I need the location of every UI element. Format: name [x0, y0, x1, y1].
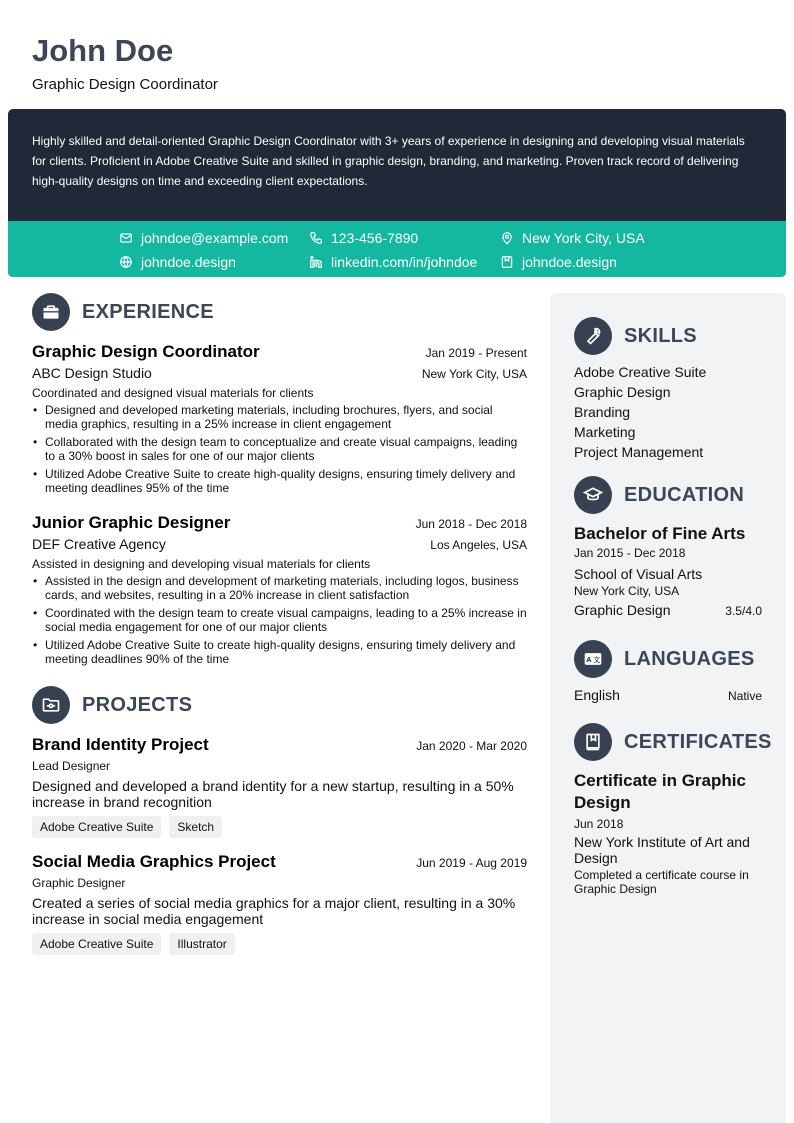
project-role: Lead Designer: [32, 759, 111, 773]
contact-phone[interactable]: [309, 229, 418, 247]
project-tag: Adobe Creative Suite: [32, 933, 161, 955]
skills-list: [574, 362, 762, 462]
skills-heading: [574, 317, 697, 355]
contact-email-text: johndoe@example.com: [141, 230, 289, 246]
education-title: EDUCATION: [624, 483, 745, 506]
summary-text: Highly skilled and detail-oriented Graphic Design Coordinator with 3+ years of experience in designing and developing visual materials for clients. Proficient in Adobe Creative Suite and skilled in graphic design, branding, and marketing. Proven track record of delivering high-quality designs on time and exceeding client expectations.: [32, 134, 745, 188]
project-tags: [32, 933, 527, 955]
section-icon-wrap: [32, 293, 70, 331]
skill-item: Graphic Design: [574, 384, 671, 400]
education-dates: Jan 2015 - Dec 2018: [574, 546, 686, 560]
certificate-name: Certificate in Graphic Design: [574, 771, 746, 812]
projects-title: PROJECTS: [82, 693, 193, 716]
project-name: Brand Identity Project: [32, 735, 209, 754]
portfolio-icon: [500, 255, 514, 269]
skills-title: SKILLS: [624, 324, 697, 347]
contact-website[interactable]: [119, 253, 236, 271]
job-role: Junior Graphic Designer: [32, 513, 231, 532]
job-summary: Assisted in designing and developing visual materials for clients: [32, 557, 371, 571]
job-role: Graphic Design Coordinator: [32, 342, 260, 361]
project-description: Created a series of social media graphics for a major client, resulting in a 30% increase in social media engagement: [32, 895, 516, 927]
section-icon-wrap: [574, 476, 612, 514]
candidate-name: John Doe: [32, 33, 174, 68]
job-location: New York City, USA: [421, 367, 527, 381]
project-entry: [32, 734, 527, 838]
job-bullet: • Assisted in the design and development of marketing materials, including logos, business cards, and websites, resulting in a 20% increase in client satisfaction: [32, 574, 527, 602]
translate-icon: [583, 649, 603, 669]
project-role: Graphic Designer: [32, 876, 126, 890]
language-entry: [574, 686, 762, 704]
graduation-cap-icon: [583, 485, 603, 505]
job-bullet: • Coordinated with the design team to create visual campaigns, leading to a 25% increase in social media engagement for one of our major clients: [32, 606, 527, 634]
education-location: New York City, USA: [574, 584, 680, 598]
job-summary: Coordinated and designed visual materials for clients: [32, 386, 314, 400]
education-school: School of Visual Arts: [574, 566, 703, 582]
folder-icon: [41, 695, 61, 715]
map-pin-icon: [500, 231, 514, 245]
mail-icon: [119, 231, 133, 245]
section-icon-wrap: [32, 686, 70, 724]
contact-email[interactable]: [119, 229, 288, 247]
project-dates: Jun 2019 - Aug 2019: [416, 856, 527, 870]
contact-website-text: johndoe.design: [141, 254, 236, 270]
experience-title: EXPERIENCE: [82, 300, 214, 323]
project-description: Designed and developed a brand identity for a new startup, resulting in a 50% increase in brand recognition: [32, 778, 514, 810]
job-bullet: • Collaborated with the design team to conceptualize and create visual campaigns, leading to a 30% boost in sales for one of our major clients: [32, 435, 527, 463]
experience-entry: [32, 341, 527, 499]
resume-header: [32, 34, 218, 94]
certificate-entry: [574, 770, 762, 896]
section-icon-wrap: [574, 317, 612, 355]
certificates-title: CERTIFICATES: [624, 730, 772, 753]
svg-text:A: A: [586, 655, 592, 664]
experience-entry: [32, 512, 527, 670]
globe-icon: [119, 255, 133, 269]
job-bullet: • Utilized Adobe Creative Suite to create high-quality designs, ensuring timely delivery and meeting deadlines 95% of the time: [32, 467, 527, 495]
contact-linkedin-text: linkedin.com/in/johndoe: [331, 254, 478, 270]
experience-heading: [32, 293, 214, 331]
section-icon-wrap: [574, 640, 612, 678]
contact-bar: [8, 221, 786, 277]
contact-location-text: New York City, USA: [522, 230, 645, 246]
job-bullet: • Utilized Adobe Creative Suite to create high-quality designs, ensuring timely delivery and meeting deadlines 90% of the time: [32, 638, 527, 666]
job-dates: Jan 2019 - Present: [425, 346, 527, 360]
svg-text:文: 文: [593, 655, 601, 664]
contact-linkedin[interactable]: [309, 253, 477, 271]
skill-item: Project Management: [574, 444, 704, 460]
summary-panel: [8, 109, 786, 277]
job-bullet: • Designed and developed marketing materials, including brochures, flyers, and social media graphics, resulting in a 25% increase in client engagement: [32, 403, 527, 431]
certificate-date: Jun 2018: [574, 817, 624, 831]
project-tag: Illustrator: [169, 933, 234, 955]
certificate-description: Completed a certificate course in Graphic Design: [574, 868, 749, 896]
wrench-icon: [583, 326, 603, 346]
education-heading: [574, 476, 744, 514]
job-company: ABC Design Studio: [32, 365, 152, 381]
contact-phone-text: 123-456-7890: [331, 230, 419, 246]
contact-portfolio-text: johndoe.design: [522, 254, 617, 270]
languages-heading: [574, 640, 754, 678]
job-bullets: [32, 574, 527, 666]
briefcase-icon: [41, 302, 61, 322]
contact-location: [500, 229, 645, 247]
skill-item: Adobe Creative Suite: [574, 364, 707, 380]
education-gpa: 3.5/4.0: [725, 604, 762, 618]
candidate-title: Graphic Design Coordinator: [32, 76, 218, 93]
certificate-issuer: New York Institute of Art and Design: [574, 834, 750, 866]
education-degree: Bachelor of Fine Arts: [574, 524, 746, 543]
phone-icon: [309, 231, 323, 245]
certificates-heading: [574, 723, 772, 761]
project-tag: Sketch: [169, 816, 222, 838]
languages-title: LANGUAGES: [624, 647, 755, 670]
job-dates: Jun 2018 - Dec 2018: [415, 517, 527, 531]
projects-heading: [32, 686, 192, 724]
education-field: Graphic Design: [574, 602, 671, 618]
project-entry: [32, 851, 527, 955]
project-tags: [32, 816, 527, 838]
job-company: DEF Creative Agency: [32, 536, 166, 552]
education-entry: [574, 523, 762, 619]
book-bookmark-icon: [583, 732, 603, 752]
language-level: Native: [727, 689, 762, 703]
project-tag: Adobe Creative Suite: [32, 816, 161, 838]
project-dates: Jan 2020 - Mar 2020: [416, 739, 527, 753]
job-bullets: [32, 403, 527, 495]
project-name: Social Media Graphics Project: [32, 852, 276, 871]
job-location: Los Angeles, USA: [430, 538, 527, 552]
skill-item: Marketing: [574, 424, 636, 440]
linkedin-icon: [309, 255, 323, 269]
language-name: English: [574, 687, 620, 703]
skill-item: Branding: [574, 404, 631, 420]
section-icon-wrap: [574, 723, 612, 761]
contact-portfolio[interactable]: [500, 253, 617, 271]
